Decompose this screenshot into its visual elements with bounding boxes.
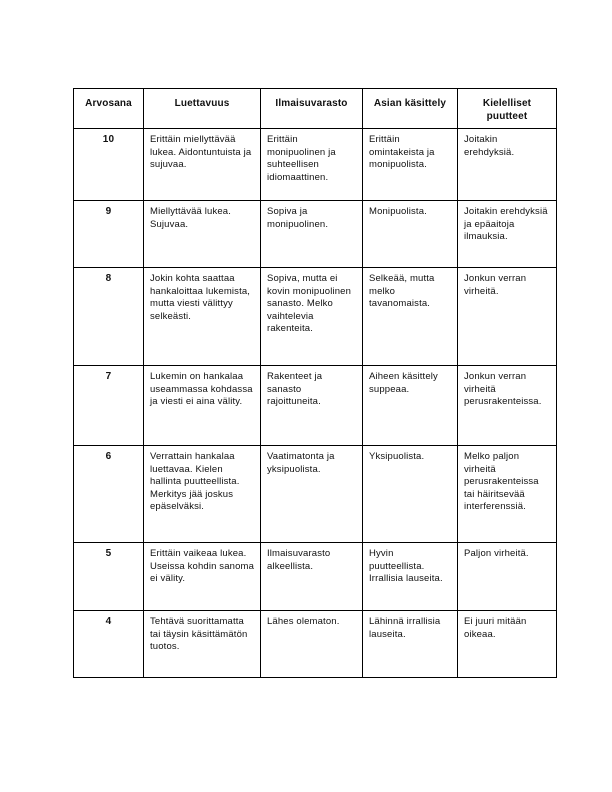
column-header-ilmaisuvarasto: Ilmaisuvarasto [261,89,363,129]
luettavuus-cell: Miellyttävää lukea. Sujuvaa. [144,201,261,268]
table-row-grade-4 [74,611,557,678]
table-row-grade-8 [74,268,557,366]
table-row-grade-10 [74,129,557,201]
luettavuus-cell: Lukemin on hankalaa useammassa kohdassa ja viesti ei aina välity. [144,366,261,446]
header-row [74,89,557,129]
kielelliset-puutteet-cell: Jonkun verran virheitä. [458,268,557,366]
kielelliset-puutteet-cell: Jonkun verran virheitä perusrakenteissa. [458,366,557,446]
asian-kasittely-cell: Aiheen käsittely suppeaa. [363,366,458,446]
grade-cell: 8 [74,268,144,366]
kielelliset-puutteet-cell: Melko paljon virheitä perusrakenteissa tai häiritsevää interferenssiä. [458,446,557,543]
grade-cell: 10 [74,129,144,201]
luettavuus-cell: Erittäin miellyttävää lukea. Aidontuntuista ja sujuvaa. [144,129,261,201]
ilmaisuvarasto-cell: Rakenteet ja sanasto rajoittuneita. [261,366,363,446]
asian-kasittely-cell: Selkeää, mutta melko tavanomaista. [363,268,458,366]
asian-kasittely-cell: Monipuolista. [363,201,458,268]
column-header-kielelliset-puutteet: Kielelliset puutteet [458,89,557,129]
grade-cell: 6 [74,446,144,543]
column-header-arvosana: Arvosana [74,89,144,129]
luettavuus-cell: Tehtävä suorittamatta tai täysin käsittämätön tuotos. [144,611,261,678]
ilmaisuvarasto-cell: Vaatimatonta ja yksipuolista. [261,446,363,543]
table-row-grade-7 [74,366,557,446]
asian-kasittely-cell: Hyvin puutteellista. Irrallisia lauseita. [363,543,458,611]
ilmaisuvarasto-cell: Sopiva ja monipuolinen. [261,201,363,268]
column-header-asian-kasittely: Asian käsittely [363,89,458,129]
luettavuus-cell: Erittäin vaikeaa lukea. Useissa kohdin sanoma ei välity. [144,543,261,611]
grading-rubric-table [73,88,557,678]
ilmaisuvarasto-cell: Lähes olematon. [261,611,363,678]
ilmaisuvarasto-cell: Sopiva, mutta ei kovin monipuolinen sanasto. Melko vaihtelevia rakenteita. [261,268,363,366]
asian-kasittely-cell: Erittäin omintakeista ja monipuolista. [363,129,458,201]
kielelliset-puutteet-cell: Ei juuri mitään oikeaa. [458,611,557,678]
ilmaisuvarasto-cell: Ilmaisuvarasto alkeellista. [261,543,363,611]
kielelliset-puutteet-cell: Paljon virheitä. [458,543,557,611]
grade-cell: 7 [74,366,144,446]
ilmaisuvarasto-cell: Erittäin monipuolinen ja suhteellisen idiomaattinen. [261,129,363,201]
asian-kasittely-cell: Yksipuolista. [363,446,458,543]
table-row-grade-9 [74,201,557,268]
grade-cell: 4 [74,611,144,678]
grade-cell: 9 [74,201,144,268]
luettavuus-cell: Verrattain hankalaa luettavaa. Kielen hallinta puutteellista. Merkitys jää joskus epäselväksi. [144,446,261,543]
grade-cell: 5 [74,543,144,611]
kielelliset-puutteet-cell: Joitakin erehdyksiä. [458,129,557,201]
table-row-grade-5 [74,543,557,611]
table-row-grade-6 [74,446,557,543]
column-header-luettavuus: Luettavuus [144,89,261,129]
table-header [74,89,557,129]
luettavuus-cell: Jokin kohta saattaa hankaloittaa lukemista, mutta viesti välittyy selkeästi. [144,268,261,366]
table-body [74,129,557,678]
kielelliset-puutteet-cell: Joitakin erehdyksiä ja epäaitoja ilmauksia. [458,201,557,268]
asian-kasittely-cell: Lähinnä irrallisia lauseita. [363,611,458,678]
